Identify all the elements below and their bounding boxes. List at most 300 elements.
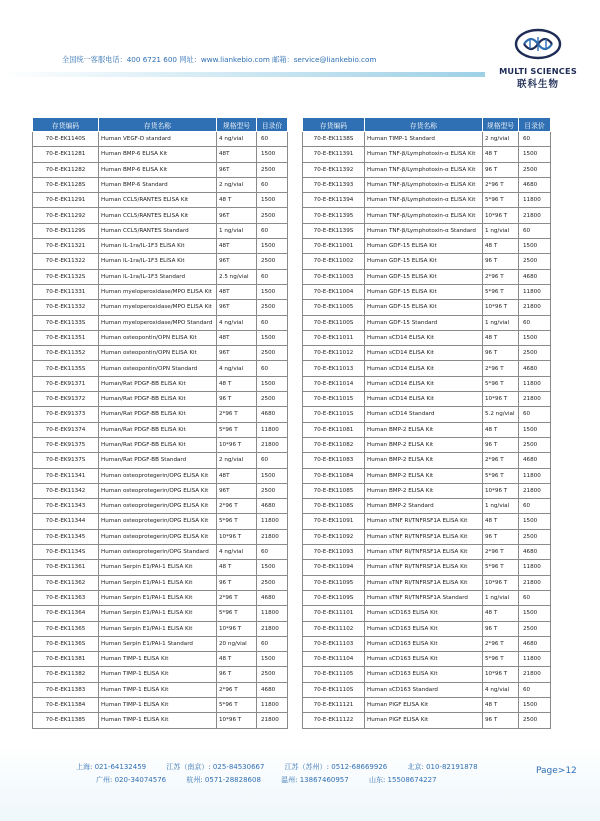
footer-contact: 杭州: 0571-28828608 <box>186 776 261 784</box>
product-name: Human CCL5/RANTES ELISA Kit <box>99 208 217 223</box>
table-row <box>33 193 288 208</box>
product-price: 2500 <box>519 713 551 728</box>
table-row <box>33 560 288 575</box>
table-row <box>33 239 288 254</box>
table-row <box>303 621 551 636</box>
header-code: 存货编码 <box>303 118 365 132</box>
product-name: Human sCD163 ELISA Kit <box>365 652 483 667</box>
product-spec: 4 ng/vial <box>483 682 519 697</box>
product-price: 21800 <box>257 529 288 544</box>
product-price: 60 <box>519 315 551 330</box>
header-code: 存货编码 <box>33 118 99 132</box>
product-name: Human sTNF RI/TNFRSF1A Standard <box>365 590 483 605</box>
product-code: 70-E-EK1110S <box>303 682 365 697</box>
brand-name-en: MULTI SCIENCES <box>499 66 577 76</box>
product-price: 60 <box>519 499 551 514</box>
product-spec: 48T <box>217 468 257 483</box>
product-price: 60 <box>519 223 551 238</box>
product-code: 70-E-EK11093 <box>303 545 365 560</box>
product-price: 2500 <box>257 346 288 361</box>
product-code: 70-E-EK11341 <box>33 468 99 483</box>
product-code: 70-E-EK11363 <box>33 590 99 605</box>
table-row <box>33 132 288 147</box>
product-price: 1500 <box>257 330 288 345</box>
product-name: Human sCD163 ELISA Kit <box>365 606 483 621</box>
product-name: Human sCD163 Standard <box>365 682 483 697</box>
product-code: 70-E-EK11393 <box>303 177 365 192</box>
header-contact: 全国统一客服电话：400 6721 600 网址：www.liankebio.com 邮箱：service@liankebio.com <box>62 55 377 64</box>
product-name: Human sTNF RI/TNFRSF1A ELISA Kit <box>365 545 483 560</box>
product-name: Human/Rat PDGF-BB ELISA Kit <box>99 407 217 422</box>
product-price: 2500 <box>519 254 551 269</box>
product-price: 2500 <box>257 162 288 177</box>
product-code: 70-E-EK11321 <box>33 239 99 254</box>
product-code: 70-E-EK11381 <box>33 652 99 667</box>
product-code: 70-E-EK11014 <box>303 376 365 391</box>
product-spec: 10*96 T <box>483 208 519 223</box>
product-name: Human TNF-β/Lymphotoxin-α ELISA Kit <box>365 147 483 162</box>
table-row <box>33 437 288 452</box>
table-row <box>303 346 551 361</box>
product-name: Human sCD163 ELISA Kit <box>365 636 483 651</box>
product-code: 70-E-EK91372 <box>33 392 99 407</box>
footer-contacts-row2 <box>96 775 455 785</box>
product-price: 1500 <box>519 239 551 254</box>
product-code: 70-E-EK11002 <box>303 254 365 269</box>
product-name: Human TIMP-1 ELISA Kit <box>99 713 217 728</box>
product-price: 1500 <box>257 147 288 162</box>
product-spec: 1 ng/vial <box>483 315 519 330</box>
header-spec: 规格型号 <box>217 118 257 132</box>
product-price: 21800 <box>519 667 551 682</box>
table-row <box>33 147 288 162</box>
product-price: 1500 <box>519 330 551 345</box>
product-code: 70-E-EK11003 <box>303 269 365 284</box>
product-spec: 5*96 T <box>217 514 257 529</box>
product-name: Human TNF-β/Lymphotoxin-α ELISA Kit <box>365 162 483 177</box>
price-table-right <box>302 117 551 729</box>
table-row <box>303 330 551 345</box>
product-name: Human/Rat PDGF-BB ELISA Kit <box>99 376 217 391</box>
product-price: 4680 <box>519 361 551 376</box>
table-row <box>303 697 551 712</box>
multi-sciences-logo-icon <box>514 28 562 60</box>
product-price: 21800 <box>519 575 551 590</box>
product-spec: 5*96 T <box>217 697 257 712</box>
table-row <box>33 223 288 238</box>
product-name: Human TIMP-1 Standard <box>365 132 483 147</box>
table-row <box>303 284 551 299</box>
product-code: 70-E-EK11083 <box>303 453 365 468</box>
product-spec: 96 T <box>217 575 257 590</box>
product-name: Human GDF-15 ELISA Kit <box>365 284 483 299</box>
product-name: Human BMP-2 ELISA Kit <box>365 468 483 483</box>
table-row <box>33 361 288 376</box>
product-name: Human sCD14 ELISA Kit <box>365 361 483 376</box>
product-code: 70-E-EK1140S <box>33 132 99 147</box>
product-code: 70-E-EK91374 <box>33 422 99 437</box>
product-name: Human Serpin E1/PAI-1 Standard <box>99 636 217 651</box>
product-spec: 96 T <box>483 713 519 728</box>
table-row <box>33 621 288 636</box>
table-row <box>303 529 551 544</box>
table-row <box>303 682 551 697</box>
footer-contact: 广州: 020-34074576 <box>96 776 167 784</box>
product-spec: 2*96 T <box>217 499 257 514</box>
table-row <box>33 483 288 498</box>
product-spec: 5*96 T <box>483 652 519 667</box>
product-code: 70-E-EK11361 <box>33 560 99 575</box>
product-name: Human PlGF ELISA Kit <box>365 713 483 728</box>
product-spec: 4 ng/vial <box>217 361 257 376</box>
product-name: Human sTNF RI/TNFRSF1A ELISA Kit <box>365 560 483 575</box>
table-row <box>33 529 288 544</box>
header-band <box>0 72 485 77</box>
product-spec: 96T <box>217 162 257 177</box>
product-price: 60 <box>257 132 288 147</box>
product-code: 70-E-EK11384 <box>33 697 99 712</box>
product-price: 2500 <box>257 254 288 269</box>
product-price: 60 <box>257 361 288 376</box>
footer-contact: 江苏（苏州）: 0512-68669926 <box>284 763 388 771</box>
product-spec: 48 T <box>483 514 519 529</box>
product-name: Human BMP-6 ELISA Kit <box>99 162 217 177</box>
table-row <box>33 407 288 422</box>
table-row <box>303 545 551 560</box>
product-name: Human CCL5/RANTES ELISA Kit <box>99 193 217 208</box>
product-code: 70-E-EK11331 <box>33 284 99 299</box>
product-name: Human BMP-2 ELISA Kit <box>365 483 483 498</box>
table-row <box>303 132 551 147</box>
table-row <box>33 392 288 407</box>
product-price: 4680 <box>519 177 551 192</box>
product-price: 60 <box>257 545 288 560</box>
product-price: 4680 <box>519 269 551 284</box>
product-spec: 2*96 T <box>217 682 257 697</box>
product-spec: 48 T <box>483 606 519 621</box>
product-code: 70-E-EK11082 <box>303 437 365 452</box>
table-row <box>303 652 551 667</box>
product-price: 1500 <box>257 376 288 391</box>
product-name: Human TIMP-1 ELISA Kit <box>99 667 217 682</box>
product-spec: 96 T <box>483 529 519 544</box>
table-row <box>303 437 551 452</box>
product-spec: 48T <box>217 330 257 345</box>
product-name: Human BMP-2 ELISA Kit <box>365 453 483 468</box>
footer-contact: 江苏（南京）: 025-84530667 <box>166 763 265 771</box>
product-price: 1500 <box>519 606 551 621</box>
product-price: 60 <box>257 177 288 192</box>
product-spec: 10*96 T <box>217 621 257 636</box>
product-code: 70-E-EK11094 <box>303 560 365 575</box>
table-row <box>33 330 288 345</box>
product-spec: 5*96 T <box>483 560 519 575</box>
product-spec: 10*96 T <box>483 300 519 315</box>
price-table-left <box>32 117 288 729</box>
product-code: 70-E-EK11095 <box>303 575 365 590</box>
header-name: 存货名称 <box>99 118 217 132</box>
product-name: Human sCD14 ELISA Kit <box>365 392 483 407</box>
product-price: 60 <box>519 132 551 147</box>
product-spec: 48T <box>217 239 257 254</box>
product-name: Human BMP-6 Standard <box>99 177 217 192</box>
product-spec: 48 T <box>217 560 257 575</box>
product-code: 70-E-EK11383 <box>33 682 99 697</box>
product-code: 70-E-EK1138S <box>303 132 365 147</box>
product-code: 70-E-EK11121 <box>303 697 365 712</box>
product-name: Human GDF-15 ELISA Kit <box>365 269 483 284</box>
product-price: 2500 <box>519 529 551 544</box>
table-row <box>303 177 551 192</box>
footer-contact: 北京: 010-82191878 <box>407 763 478 771</box>
product-price: 60 <box>257 223 288 238</box>
table-row <box>303 468 551 483</box>
table-row <box>303 499 551 514</box>
table-row <box>33 667 288 682</box>
product-code: 70-E-EK11344 <box>33 514 99 529</box>
product-name: Human IL-1ra/IL-1F3 Standard <box>99 269 217 284</box>
product-name: Human IL-1ra/IL-1F3 ELISA Kit <box>99 254 217 269</box>
product-code: 70-E-EK11382 <box>33 667 99 682</box>
table-row <box>303 223 551 238</box>
product-price: 60 <box>519 590 551 605</box>
logo <box>488 28 588 98</box>
product-spec: 1 ng/vial <box>483 499 519 514</box>
product-name: Human osteopontin/OPN ELISA Kit <box>99 330 217 345</box>
product-name: Human/Rat PDGF-BB ELISA Kit <box>99 392 217 407</box>
product-name: Human IL-1ra/IL-1F3 ELISA Kit <box>99 239 217 254</box>
product-price: 60 <box>519 682 551 697</box>
product-price: 1500 <box>519 147 551 162</box>
product-code: 70-E-EK1134S <box>33 545 99 560</box>
product-code: 70-E-EK11281 <box>33 147 99 162</box>
product-code: 70-E-EK11342 <box>33 483 99 498</box>
product-price: 2500 <box>257 392 288 407</box>
product-name: Human myeloperoxidase/MPO Standard <box>99 315 217 330</box>
product-code: 70-E-EK11085 <box>303 483 365 498</box>
product-code: 70-E-EK11352 <box>33 346 99 361</box>
product-code: 70-E-EK11012 <box>303 346 365 361</box>
product-price: 4680 <box>257 590 288 605</box>
product-price: 11800 <box>519 193 551 208</box>
product-code: 70-E-EK1135S <box>33 361 99 376</box>
product-code: 70-E-EK11081 <box>303 422 365 437</box>
product-price: 11800 <box>519 468 551 483</box>
product-code: 70-E-EK1128S <box>33 177 99 192</box>
product-name: Human TNF-β/Lymphotoxin-α ELISA Kit <box>365 177 483 192</box>
product-name: Human osteoprotegerin/OPG ELISA Kit <box>99 514 217 529</box>
product-name: Human myeloperoxidase/MPO ELISA Kit <box>99 284 217 299</box>
product-code: 70-E-EK1139S <box>303 223 365 238</box>
product-price: 1500 <box>519 697 551 712</box>
product-price: 4680 <box>257 499 288 514</box>
product-price: 11800 <box>257 514 288 529</box>
product-name: Human BMP-6 ELISA Kit <box>99 147 217 162</box>
product-spec: 5*96 T <box>483 193 519 208</box>
product-code: 70-E-EK11105 <box>303 667 365 682</box>
product-code: 70-E-EK11103 <box>303 636 365 651</box>
table-row <box>33 713 288 728</box>
product-spec: 48 T <box>483 147 519 162</box>
footer-contact: 上海: 021-64132459 <box>76 763 147 771</box>
product-code: 70-E-EK1136S <box>33 636 99 651</box>
table-row <box>33 177 288 192</box>
table-row <box>33 606 288 621</box>
product-code: 70-E-EK1100S <box>303 315 365 330</box>
product-price: 2500 <box>257 575 288 590</box>
product-name: Human sCD14 ELISA Kit <box>365 376 483 391</box>
product-name: Human BMP-2 Standard <box>365 499 483 514</box>
table-row <box>33 208 288 223</box>
product-price: 2500 <box>519 437 551 452</box>
product-code: 70-E-EK11322 <box>33 254 99 269</box>
product-price: 4680 <box>519 545 551 560</box>
product-name: Human sTNF RI/TNFRSF1A ELISA Kit <box>365 514 483 529</box>
product-code: 70-E-EK1109S <box>303 590 365 605</box>
product-spec: 10*96 T <box>217 437 257 452</box>
product-code: 70-E-EK9137S <box>33 453 99 468</box>
table-row <box>33 499 288 514</box>
product-price: 21800 <box>519 392 551 407</box>
product-code: 70-E-EK11092 <box>303 529 365 544</box>
table-header-row <box>303 118 551 132</box>
product-spec: 20 ng/vial <box>217 636 257 651</box>
header-name: 存货名称 <box>365 118 483 132</box>
product-spec: 2 ng/vial <box>217 177 257 192</box>
product-spec: 2*96 T <box>217 590 257 605</box>
product-price: 60 <box>257 269 288 284</box>
product-spec: 2*96 T <box>483 269 519 284</box>
product-code: 70-E-EK11013 <box>303 361 365 376</box>
product-spec: 10*96 T <box>217 529 257 544</box>
table-row <box>33 315 288 330</box>
product-code: 70-E-EK11084 <box>303 468 365 483</box>
product-code: 70-E-EK91371 <box>33 376 99 391</box>
product-name: Human sCD163 ELISA Kit <box>365 667 483 682</box>
product-name: Human sCD14 ELISA Kit <box>365 330 483 345</box>
product-spec: 1 ng/vial <box>217 223 257 238</box>
product-code: 70-E-EK11392 <box>303 162 365 177</box>
product-price: 11800 <box>519 284 551 299</box>
product-spec: 2*96 T <box>483 636 519 651</box>
product-code: 70-E-EK11365 <box>33 621 99 636</box>
product-spec: 96 T <box>217 667 257 682</box>
product-spec: 96 T <box>483 621 519 636</box>
product-name: Human/Rat PDGF-BB Standard <box>99 453 217 468</box>
table-row <box>303 636 551 651</box>
table-row <box>303 162 551 177</box>
table-row <box>33 590 288 605</box>
product-price: 2500 <box>257 208 288 223</box>
product-code: 70-E-EK11343 <box>33 499 99 514</box>
product-spec: 96T <box>217 346 257 361</box>
product-code: 70-E-EK11391 <box>303 147 365 162</box>
product-spec: 96 T <box>483 254 519 269</box>
product-price: 60 <box>519 407 551 422</box>
header-price: 目录价 <box>519 118 551 132</box>
product-code: 70-E-EK11101 <box>303 606 365 621</box>
table-row <box>33 162 288 177</box>
product-name: Human GDF-15 ELISA Kit <box>365 300 483 315</box>
product-spec: 48 T <box>483 330 519 345</box>
table-row <box>303 147 551 162</box>
table-row <box>303 361 551 376</box>
product-price: 2500 <box>257 667 288 682</box>
table-row <box>303 407 551 422</box>
product-name: Human osteopontin/OPN Standard <box>99 361 217 376</box>
product-price: 4680 <box>519 453 551 468</box>
product-price: 60 <box>257 453 288 468</box>
product-spec: 1 ng/vial <box>483 590 519 605</box>
product-price: 60 <box>257 636 288 651</box>
product-name: Human osteoprotegerin/OPG ELISA Kit <box>99 499 217 514</box>
table-row <box>33 514 288 529</box>
product-name: Human Serpin E1/PAI-1 ELISA Kit <box>99 575 217 590</box>
product-name: Human osteopontin/OPN ELISA Kit <box>99 346 217 361</box>
product-price: 21800 <box>257 621 288 636</box>
product-code: 70-E-EK1101S <box>303 407 365 422</box>
product-code: 70-E-EK11351 <box>33 330 99 345</box>
product-code: 70-E-EK11291 <box>33 193 99 208</box>
product-spec: 10*96 T <box>483 392 519 407</box>
footer-contact: 山东: 15508674227 <box>368 776 437 784</box>
product-code: 70-E-EK11292 <box>33 208 99 223</box>
product-code: 70-E-EK1133S <box>33 315 99 330</box>
product-name: Human Serpin E1/PAI-1 ELISA Kit <box>99 560 217 575</box>
product-name: Human Serpin E1/PAI-1 ELISA Kit <box>99 621 217 636</box>
product-name: Human GDF-15 Standard <box>365 315 483 330</box>
product-code: 70-E-EK11394 <box>303 193 365 208</box>
table-row <box>303 376 551 391</box>
product-name: Human sCD14 ELISA Kit <box>365 346 483 361</box>
product-price: 21800 <box>519 483 551 498</box>
product-name: Human sCD163 ELISA Kit <box>365 621 483 636</box>
product-spec: 96 T <box>483 162 519 177</box>
product-price: 11800 <box>257 422 288 437</box>
product-spec: 1 ng/vial <box>483 223 519 238</box>
product-price: 2500 <box>257 483 288 498</box>
product-code: 70-E-EK11395 <box>303 208 365 223</box>
product-spec: 5*96 T <box>483 284 519 299</box>
header-price: 目录价 <box>257 118 288 132</box>
product-code: 70-E-EK91373 <box>33 407 99 422</box>
product-name: Human TNF-β/Lymphotoxin-α Standard <box>365 223 483 238</box>
table-row <box>33 254 288 269</box>
product-name: Human TNF-β/Lymphotoxin-α ELISA Kit <box>365 208 483 223</box>
product-code: 70-E-EK91375 <box>33 437 99 452</box>
table-row <box>33 652 288 667</box>
product-price: 1500 <box>519 514 551 529</box>
product-spec: 10*96 T <box>483 575 519 590</box>
table-row <box>33 468 288 483</box>
product-code: 70-E-EK1132S <box>33 269 99 284</box>
table-row <box>303 575 551 590</box>
header-spec: 规格型号 <box>483 118 519 132</box>
product-code: 70-E-EK11385 <box>33 713 99 728</box>
product-price: 1500 <box>257 239 288 254</box>
product-name: Human Serpin E1/PAI-1 ELISA Kit <box>99 590 217 605</box>
product-spec: 2*96 T <box>483 453 519 468</box>
product-price: 1500 <box>257 193 288 208</box>
product-price: 21800 <box>519 300 551 315</box>
product-name: Human sCD14 Standard <box>365 407 483 422</box>
table-row <box>33 636 288 651</box>
product-price: 11800 <box>257 697 288 712</box>
product-spec: 48T <box>217 147 257 162</box>
table-row <box>303 254 551 269</box>
product-code: 70-E-EK11362 <box>33 575 99 590</box>
product-code: 70-E-EK11005 <box>303 300 365 315</box>
